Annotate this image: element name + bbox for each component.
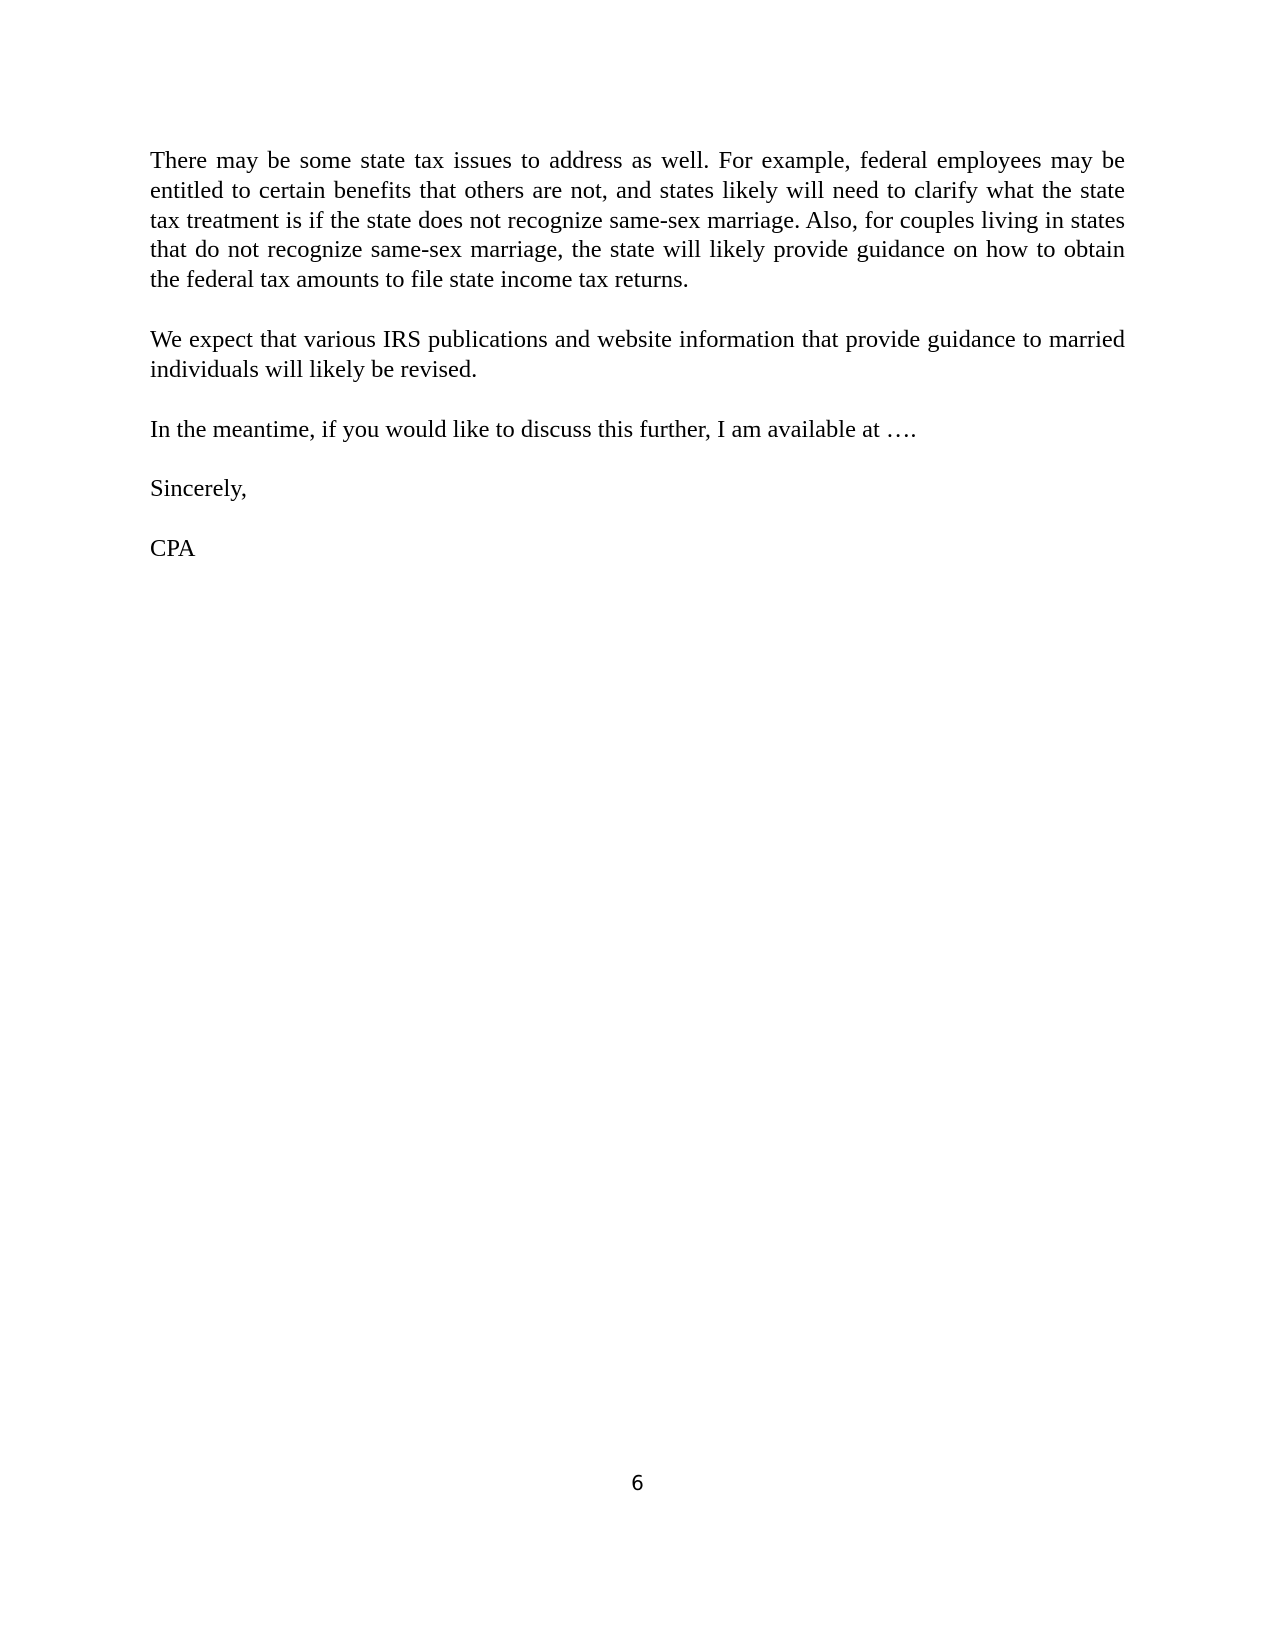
letter-body	[150, 146, 1125, 564]
paragraph-irs-publications: We expect that various IRS publications and website information that provide guidance to married individuals will likely be revised.	[150, 325, 1125, 383]
paragraph-state-tax-issues: There may be some state tax issues to address as well. For example, federal employees may be entitled to certain benefits that others are not, and states likely will need to clarify what the state tax treatment is if the state does not recognize same-sex marriage. Also, for couples living in states that do not recognize same-sex marriage, the state will likely provide guidance on how to obtain the federal tax amounts to file state income tax returns.	[150, 147, 1125, 294]
letter-closing: Sincerely,	[150, 475, 248, 503]
paragraph-availability: In the meantime, if you would like to discuss this further, I am available at ….	[150, 415, 917, 443]
page-number: 6	[631, 1471, 644, 1495]
letter-signature: CPA	[150, 535, 196, 563]
